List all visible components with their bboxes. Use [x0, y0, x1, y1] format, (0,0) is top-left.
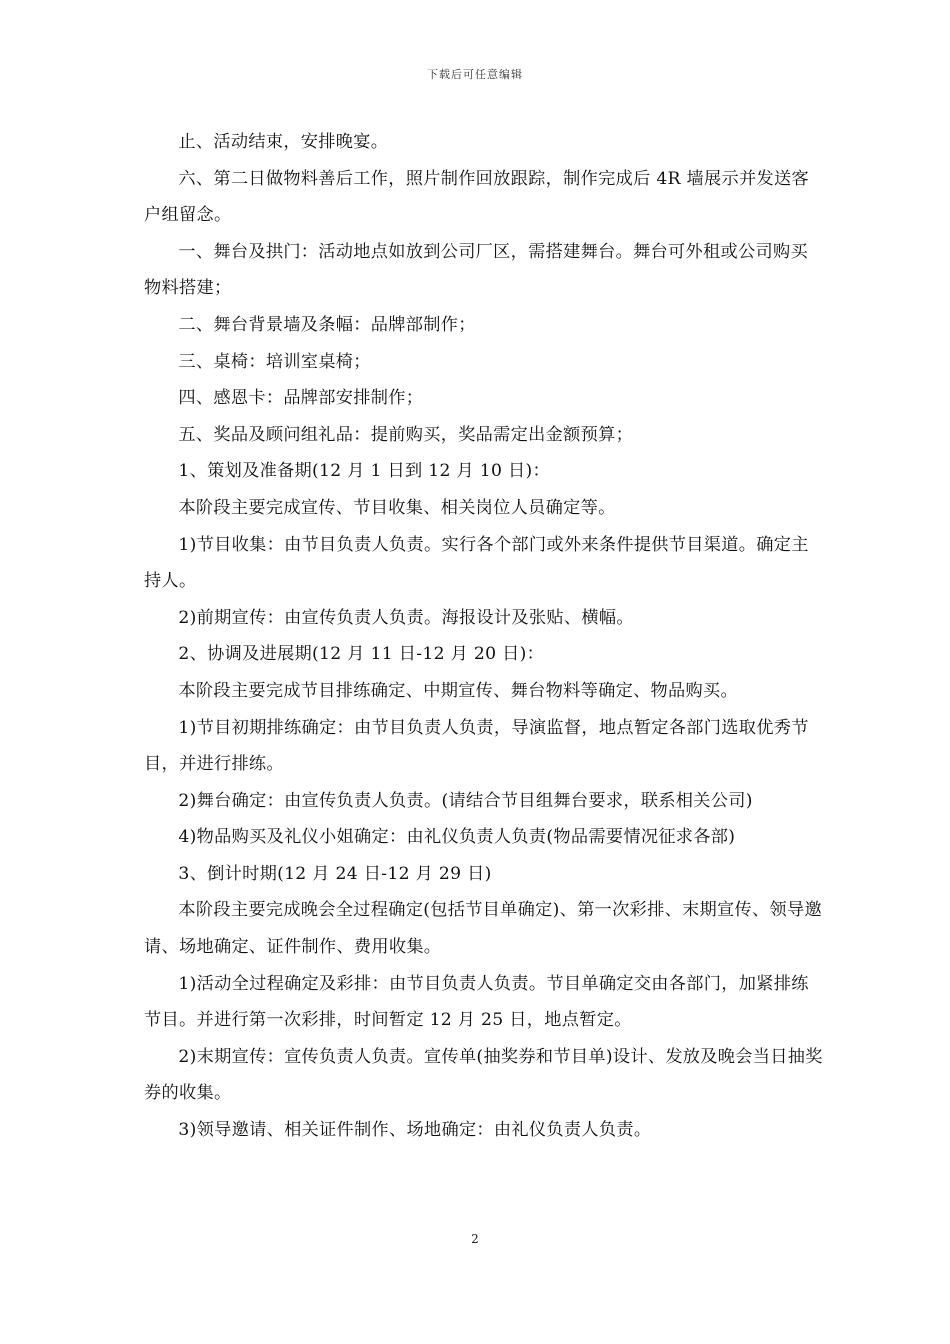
section-heading: 3、倒计时期(12 月 24 日-12 月 29 日) — [178, 863, 492, 884]
header-note: 下载后可任意编辑 — [427, 68, 523, 81]
paragraph: 2)末期宣传：宣传负责人负责。宣传单(抽奖券和节目单)设计、发放及晚会当日抽奖券的收集。 — [144, 1046, 823, 1104]
paragraph: 止、活动结束，安排晚宴。 — [178, 132, 389, 152]
paragraph: 二、舞台背景墙及条幅：品牌部制作； — [178, 314, 476, 335]
paragraph: 2)舞台确定：由宣传负责人负责。(请结合节目组舞台要求，联系相关公司) — [178, 790, 753, 811]
page-number: 2 — [471, 1232, 479, 1246]
paragraph: 2)前期宣传：由宣传负责人负责。海报设计及张贴、横幅。 — [178, 607, 634, 628]
paragraph: 四、感恩卡：品牌部安排制作； — [178, 388, 424, 409]
paragraph: 本阶段主要完成晚会全过程确定(包括节目单确定)、第一次彩排、末期宣传、领导邀请、场地确定、证件制作、费用收集。 — [144, 900, 822, 958]
paragraph: 三、桌椅：培训室桌椅； — [178, 351, 371, 372]
paragraph: 一、舞台及拱门：活动地点如放到公司厂区，需搭建舞台。舞台可外租或公司购买物料搭建； — [144, 241, 808, 299]
paragraph: 1)节目初期排练确定：由节目负责人负责，导演监督，地点暂定各部门选取优秀节目，并进行排练。 — [144, 717, 809, 775]
document-body — [144, 124, 824, 1149]
paragraph: 3)领导邀请、相关证件制作、场地确定：由礼仪负责人负责。 — [178, 1120, 652, 1141]
section-heading: 1、策划及准备期(12 月 1 日到 12 月 10 日)： — [178, 461, 550, 482]
section-heading: 2、协调及进展期(12 月 11 日-12 月 20 日)： — [178, 644, 545, 665]
paragraph: 4)物品购买及礼仪小姐确定：由礼仪负责人负责(物品需要情况征求各部) — [178, 827, 736, 848]
paragraph: 六、第二日做物料善后工作，照片制作回放跟踪，制作完成后 4R 墙展示并发送客户组留念。 — [144, 168, 809, 226]
paragraph: 本阶段主要完成宣传、节目收集、相关岗位人员确定等。 — [178, 497, 616, 518]
paragraph: 五、奖品及顾问组礼品：提前购买，奖品需定出金额预算； — [178, 424, 634, 445]
paragraph: 本阶段主要完成节目排练确定、中期宣传、舞台物料等确定、物品购买。 — [178, 680, 738, 701]
paragraph: 1)节目收集：由节目负责人负责。实行各个部门或外来条件提供节目渠道。确定主持人。 — [144, 534, 809, 592]
paragraph: 1)活动全过程确定及彩排：由节目负责人负责。节目单确定交由各部门，加紧排练节目。并进行第一次彩排，时间暂定 12 月 25 日，地点暂定。 — [144, 973, 809, 1031]
